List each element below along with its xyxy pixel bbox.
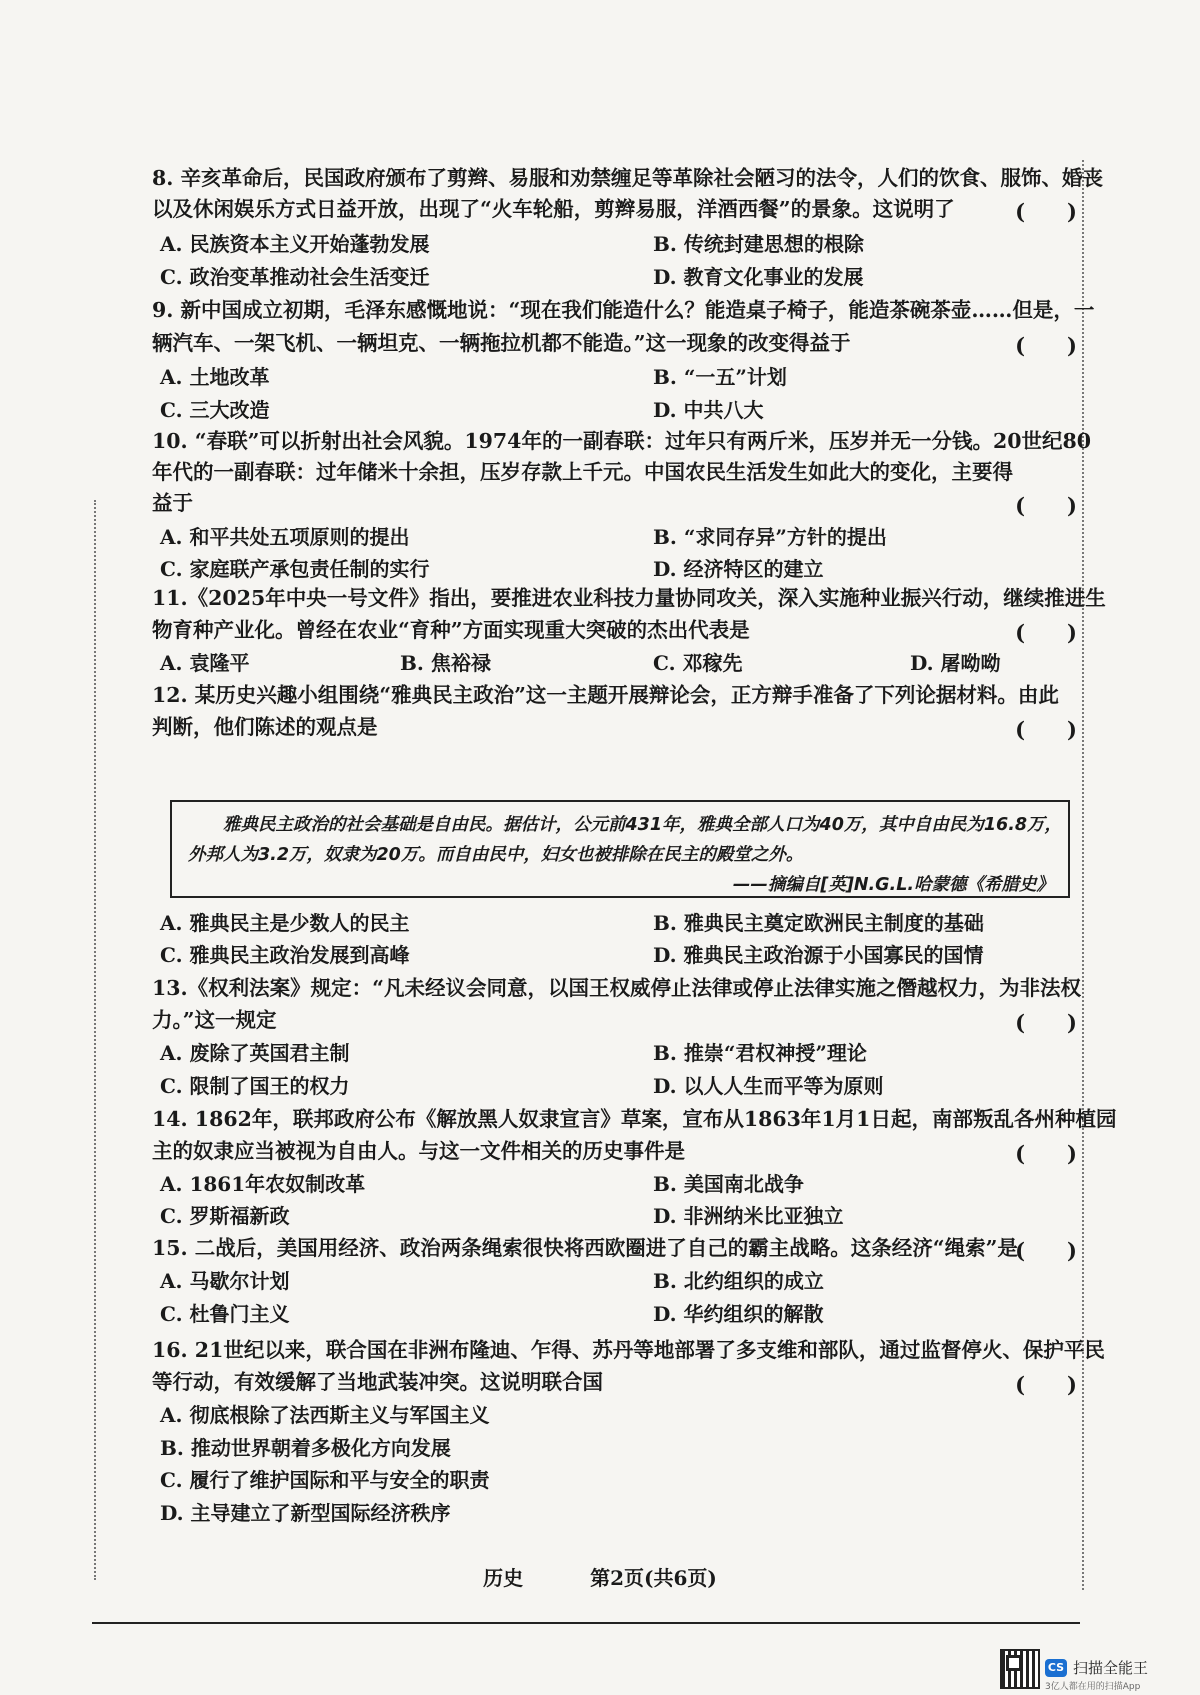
option-b[interactable]: B. “一五”计划 (653, 365, 787, 389)
quote-line: 雅典民主政治的社会基础是自由民。据估计，公元前431年，雅典全部人口为40万，其中自由民为16.8万， (223, 815, 1063, 835)
option-d[interactable]: D. 以人人生而平等为原则 (653, 1074, 884, 1098)
question-text: 16. 21世纪以来，联合国在非洲布隆迪、乍得、苏丹等地部署了多支维和部队，通过监督停火、保护平民 (152, 1338, 1105, 1362)
question-text: 12. 某历史兴趣小组围绕“雅典民主政治”这一主题开展辩论会，正方辩手准备了下列论据材料。由此 (152, 683, 1059, 707)
question-text: 判断，他们陈述的观点是 (152, 715, 378, 739)
qr-code-icon (1000, 1649, 1040, 1689)
answer-paren[interactable]: ( ) (1015, 199, 1077, 224)
question-text: 8. 辛亥革命后，民国政府颁布了剪辫、易服和劝禁缠足等革除社会陋习的法令，人们的饮食、服饰、婚丧 (152, 166, 1104, 190)
option-a[interactable]: A. 土地改革 (160, 365, 270, 389)
question-text: 10. “春联”可以折射出社会风貌。1974年的一副春联：过年只有两斤米，压岁并无一分钱。20世纪80 (152, 429, 1091, 453)
option-d[interactable]: D. 雅典民主政治源于小国寡民的国情 (653, 943, 984, 967)
option-a[interactable]: A. 民族资本主义开始蓬勃发展 (160, 232, 430, 256)
question-text: 以及休闲娱乐方式日益开放，出现了“火车轮船，剪辫易服，洋酒西餐”的景象。这说明了 (152, 197, 955, 221)
option-c[interactable]: C. 政治变革推动社会生活变迁 (160, 265, 430, 289)
quote-source: ——摘编自[英]N.G.L.哈蒙德《希腊史》 (732, 875, 1054, 895)
option-b[interactable]: B. 传统封建思想的根除 (653, 232, 864, 256)
option-d[interactable]: D. 经济特区的建立 (653, 557, 824, 581)
option-d[interactable]: D. 主导建立了新型国际经济秩序 (160, 1501, 451, 1525)
question-text: 13.《权利法案》规定：“凡未经议会同意，以国王权威停止法律或停止法律实施之僭越权力，为非法权 (152, 976, 1081, 1000)
option-a[interactable]: A. 废除了英国君主制 (160, 1041, 350, 1065)
question-text: 11.《2025年中央一号文件》指出，要推进农业科技力量协同攻关，深入实施种业振兴行动，继续推进生 (152, 586, 1106, 610)
page-footer (0, 1562, 1200, 1591)
option-c[interactable]: C. 雅典民主政治发展到高峰 (160, 943, 410, 967)
option-b[interactable]: B. 美国南北战争 (653, 1172, 804, 1196)
option-a[interactable]: A. 袁隆平 (160, 651, 250, 675)
footer-page-number: 第2页(共6页) (590, 1566, 717, 1590)
bottom-rule (92, 1622, 1080, 1624)
option-a[interactable]: A. 雅典民主是少数人的民主 (160, 911, 410, 935)
question-text: 14. 1862年，联邦政府公布《解放黑人奴隶宣言》草案，宣布从1863年1月1日起，南部叛乱各州种植园 (152, 1107, 1117, 1131)
question-text: 益于 (152, 491, 193, 515)
question-text: 9. 新中国成立初期，毛泽东感慨地说：“现在我们能造什么？能造桌子椅子，能造茶碗茶壶……但是，一 (152, 298, 1095, 322)
answer-paren[interactable]: ( ) (1015, 1141, 1077, 1166)
option-c[interactable]: C. 限制了国王的权力 (160, 1074, 350, 1098)
option-b[interactable]: B. 焦裕禄 (400, 651, 491, 675)
option-d[interactable]: D. 教育文化事业的发展 (653, 265, 864, 289)
option-c[interactable]: C. 罗斯福新政 (160, 1204, 290, 1228)
option-d[interactable]: D. 华约组织的解散 (653, 1302, 824, 1326)
answer-paren[interactable]: ( ) (1015, 333, 1077, 358)
scanner-badge (1045, 1657, 1148, 1678)
answer-paren[interactable]: ( ) (1015, 1010, 1077, 1035)
option-d[interactable]: D. 屠呦呦 (910, 651, 1001, 675)
answer-paren[interactable]: ( ) (1015, 1372, 1077, 1397)
option-c[interactable]: C. 家庭联产承包责任制的实行 (160, 557, 430, 581)
quote-line: 外邦人为3.2万，奴隶为20万。而自由民中，妇女也被排除在民主的殿堂之外。 (188, 845, 804, 865)
question-text: 年代的一副春联：过年储米十余担，压岁存款上千元。中国农民生活发生如此大的变化，主要得 (152, 460, 1013, 484)
option-d[interactable]: D. 非洲纳米比亚独立 (653, 1204, 844, 1228)
option-c[interactable]: C. 三大改造 (160, 398, 270, 422)
option-a[interactable]: A. 彻底根除了法西斯主义与军国主义 (160, 1403, 490, 1427)
answer-paren[interactable]: ( ) (1015, 1238, 1077, 1263)
question-text: 物育种产业化。曾经在农业“育种”方面实现重大突破的杰出代表是 (152, 618, 750, 642)
question-text: 主的奴隶应当被视为自由人。与这一文件相关的历史事件是 (152, 1139, 685, 1163)
option-b[interactable]: B. 推动世界朝着多极化方向发展 (160, 1436, 451, 1460)
left-margin-line (94, 500, 96, 1580)
option-b[interactable]: B. 雅典民主奠定欧洲民主制度的基础 (653, 911, 984, 935)
quote-material (170, 800, 1070, 898)
camscanner-icon: CS (1045, 1659, 1067, 1677)
option-c[interactable]: C. 履行了维护国际和平与安全的职责 (160, 1468, 490, 1492)
option-c[interactable]: C. 邓稼先 (653, 651, 743, 675)
scanner-app-name: 扫描全能王 (1073, 1659, 1149, 1677)
question-text: 等行动，有效缓解了当地武装冲突。这说明联合国 (152, 1370, 603, 1394)
option-b[interactable]: B. 北约组织的成立 (653, 1269, 824, 1293)
question-text: 力。”这一规定 (152, 1008, 277, 1032)
scanner-tagline: 3亿人都在用的扫描App (1045, 1682, 1141, 1692)
option-a[interactable]: A. 马歇尔计划 (160, 1269, 290, 1293)
option-a[interactable]: A. 1861年农奴制改革 (160, 1172, 366, 1196)
question-text: 辆汽车、一架飞机、一辆坦克、一辆拖拉机都不能造。”这一现象的改变得益于 (152, 331, 851, 355)
option-b[interactable]: B. 推崇“君权神授”理论 (653, 1041, 867, 1065)
option-d[interactable]: D. 中共八大 (653, 398, 764, 422)
answer-paren[interactable]: ( ) (1015, 717, 1077, 742)
question-text: 15. 二战后，美国用经济、政治两条绳索很快将西欧圈进了自己的霸主战略。这条经济“绳索”是 (152, 1236, 1018, 1260)
option-a[interactable]: A. 和平共处五项原则的提出 (160, 525, 410, 549)
option-c[interactable]: C. 杜鲁门主义 (160, 1302, 290, 1326)
answer-paren[interactable]: ( ) (1015, 620, 1077, 645)
footer-subject: 历史 (483, 1566, 524, 1590)
option-b[interactable]: B. “求同存异”方针的提出 (653, 525, 887, 549)
answer-paren[interactable]: ( ) (1015, 493, 1077, 518)
